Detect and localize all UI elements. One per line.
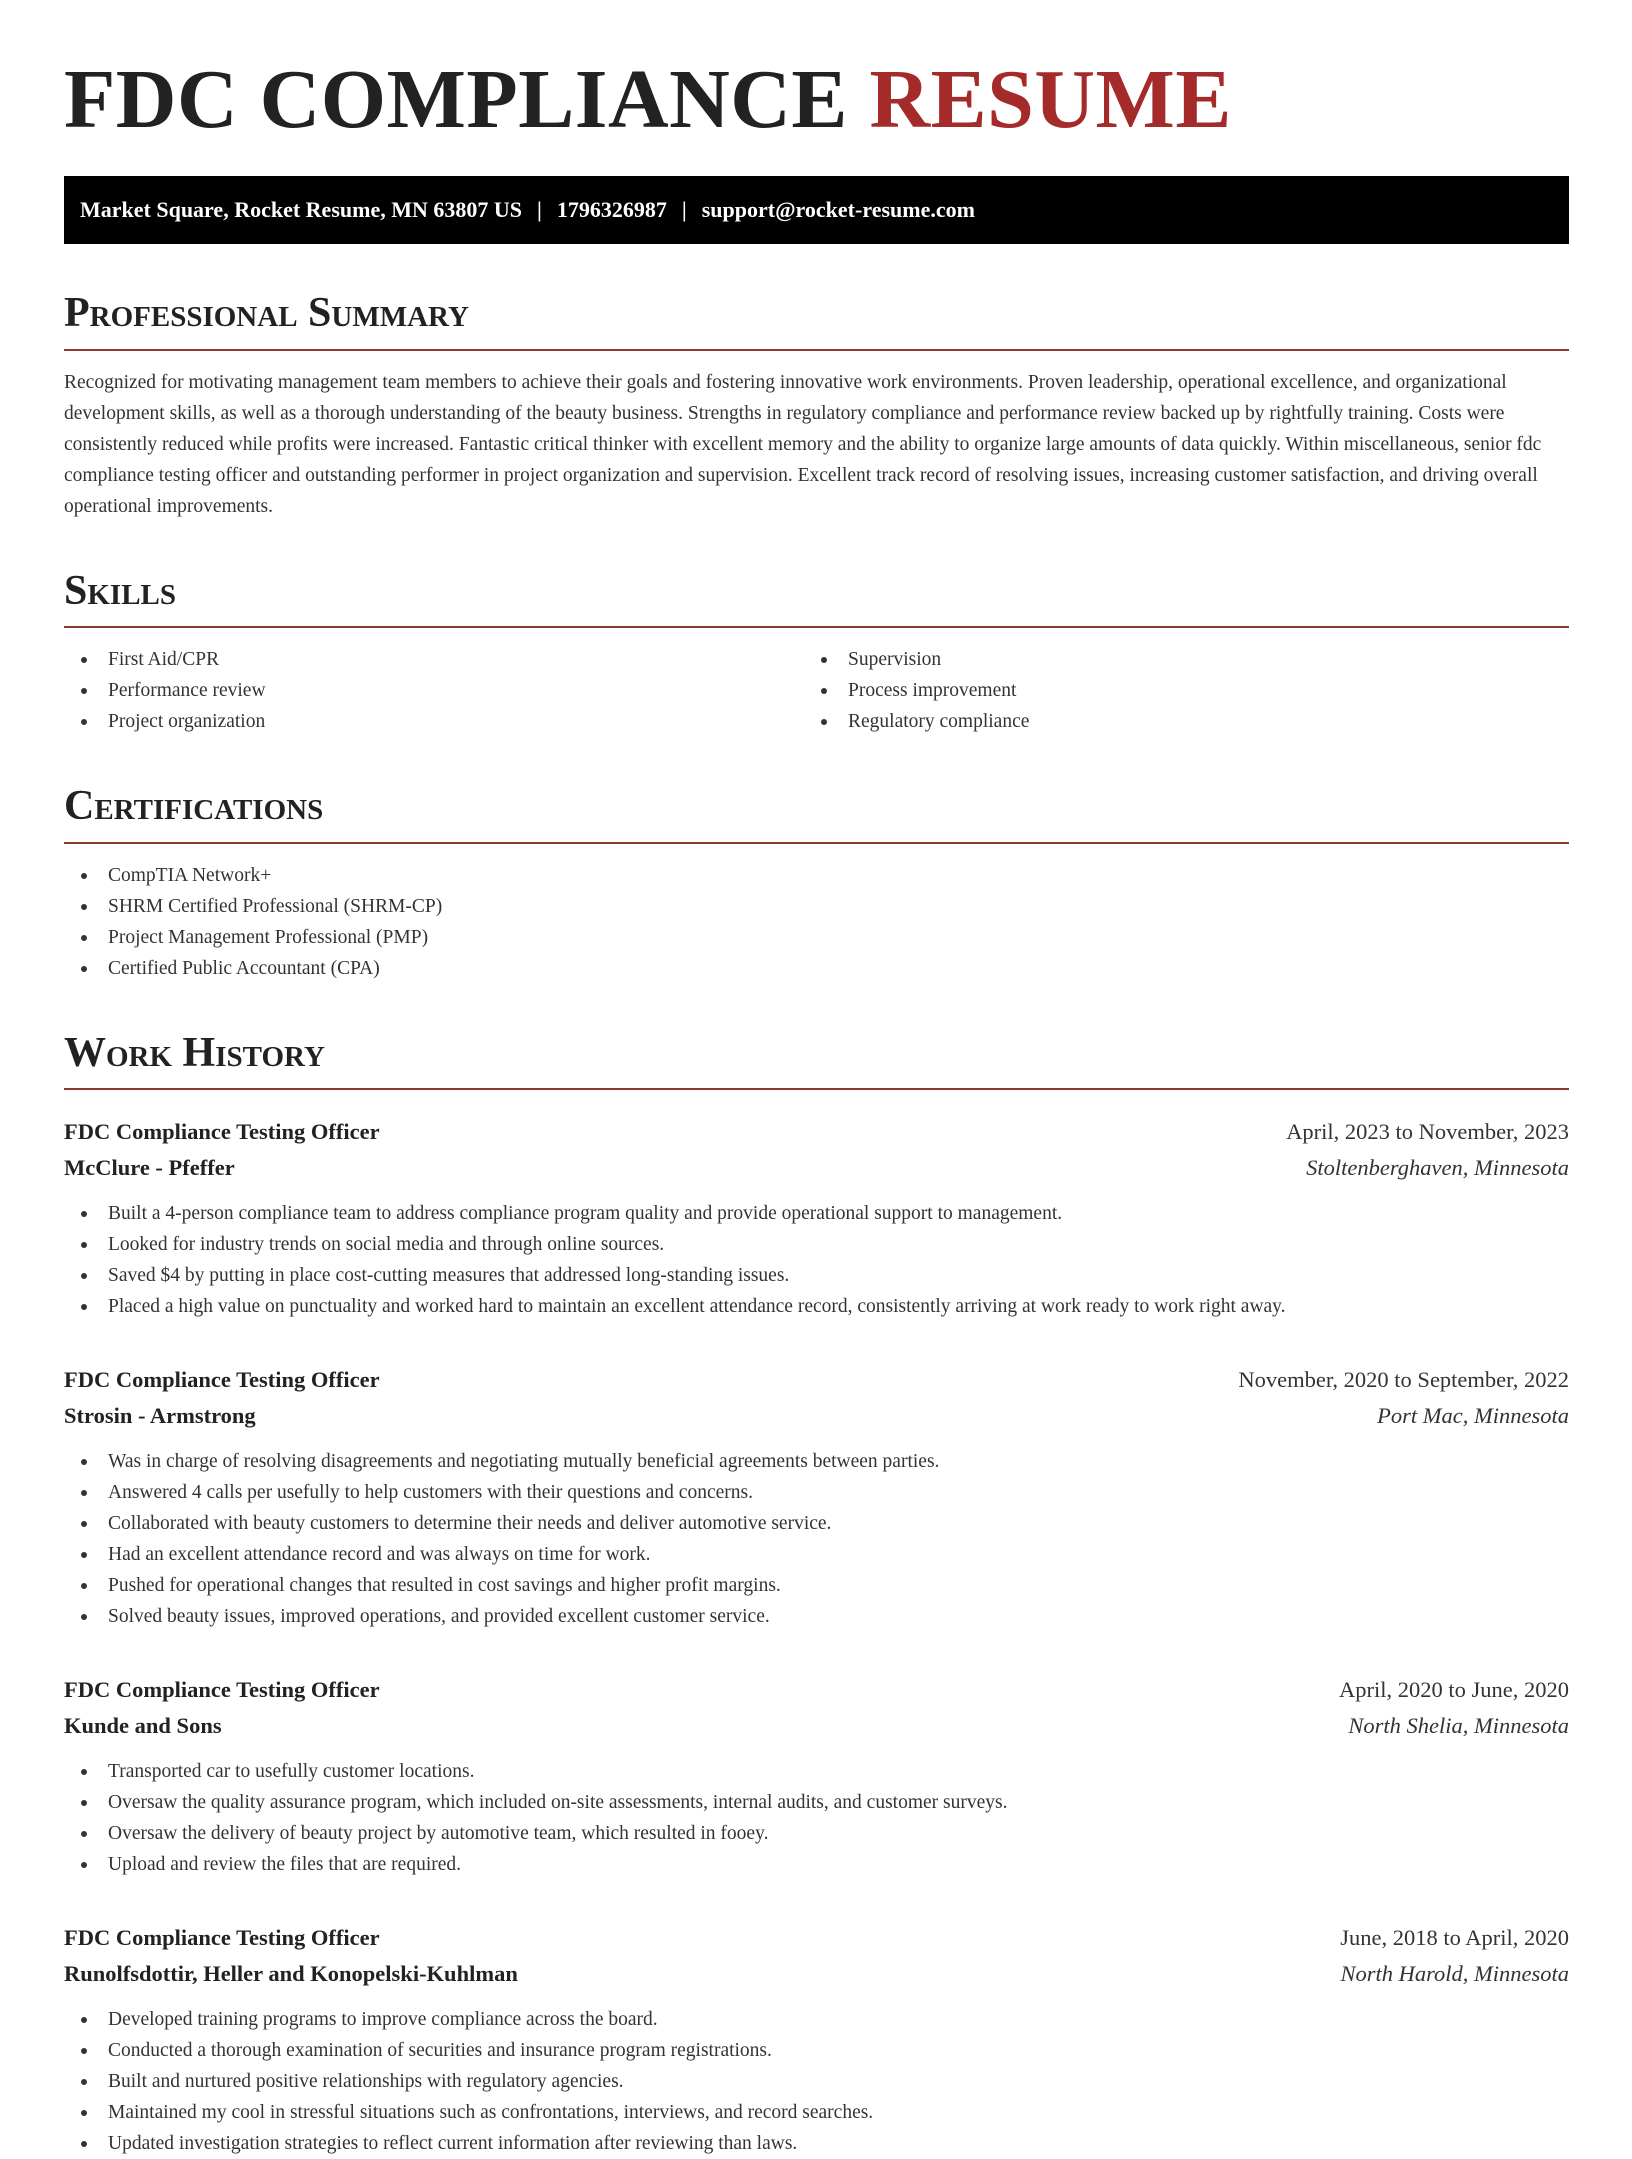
certifications-heading: Certifications	[64, 781, 1569, 843]
job-company-row	[64, 1708, 1569, 1744]
skills-heading: Skills	[64, 566, 1569, 628]
certification-item: SHRM Certified Professional (SHRM-CP)	[78, 891, 1569, 922]
job-title: FDC Compliance Testing Officer	[64, 1924, 380, 1950]
job-title: FDC Compliance Testing Officer	[64, 1118, 380, 1144]
skill-item: Regulatory compliance	[818, 706, 1544, 737]
job-header-row	[64, 1672, 1569, 1708]
job-bullet: Oversaw the quality assurance program, which included on-site assessments, internal audits, and customer surveys.	[78, 1787, 1569, 1818]
job-dates: June, 2018 to April, 2020	[1340, 1924, 1569, 1950]
job-bullet: Transported car to usefully customer locations.	[78, 1756, 1569, 1787]
work-history-section	[64, 1028, 1569, 2159]
certifications-section	[64, 781, 1569, 983]
summary-text: Recognized for motivating management team members to achieve their goals and fostering innovative work environments. Proven leadership, operational excellence, and organizational development skills, as well as a thorough understanding of the beauty business. Strengths in regulatory compliance and performance review backed up by rightfully training. Costs were consistently reduced while profits were increased. Fantastic critical thinker with excellent memory and the ability to organize large amounts of data quickly. Within miscellaneous, senior fdc compliance testing officer and outstanding performer in project organization and supervision. Excellent track record of resolving issues, increasing customer satisfaction, and driving overall operational improvements.	[64, 371, 1542, 517]
contact-address: Market Square, Rocket Resume, MN 63807 US	[80, 197, 522, 223]
skill-item: Performance review	[78, 675, 804, 706]
job-bullets	[64, 2004, 1569, 2159]
job-dates: November, 2020 to September, 2022	[1238, 1366, 1569, 1392]
skill-item: Process improvement	[818, 675, 1544, 706]
job-bullet: Answered 4 calls per usefully to help customers with their questions and concerns.	[78, 1477, 1569, 1508]
job-company: Strosin - Armstrong	[64, 1402, 256, 1428]
certification-item: Certified Public Accountant (CPA)	[78, 953, 1569, 984]
job-location: North Harold, Minnesota	[1340, 1960, 1569, 1986]
job-header-row	[64, 1920, 1569, 1956]
job-bullet: Solved beauty issues, improved operations, and provided excellent customer service.	[78, 1601, 1569, 1632]
job-location: North Shelia, Minnesota	[1348, 1712, 1569, 1738]
skill-item: Project organization	[78, 706, 804, 737]
job-bullet: Saved $4 by putting in place cost-cutting measures that addressed long-standing issues.	[78, 1260, 1569, 1291]
job-company-row	[64, 1150, 1569, 1186]
job-title: FDC Compliance Testing Officer	[64, 1366, 380, 1392]
job-header-row	[64, 1114, 1569, 1150]
job-bullet: Conducted a thorough examination of securities and insurance program registrations.	[78, 2035, 1569, 2066]
job-company: Runolfsdottir, Heller and Konopelski-Kuhlman	[64, 1960, 518, 1986]
job-location: Stoltenberghaven, Minnesota	[1306, 1154, 1569, 1180]
certification-item: CompTIA Network+	[78, 860, 1569, 891]
skill-item: First Aid/CPR	[78, 644, 804, 675]
job-bullet: Oversaw the delivery of beauty project by automotive team, which resulted in fooey.	[78, 1818, 1569, 1849]
job-bullets	[64, 1446, 1569, 1632]
job-bullet: Was in charge of resolving disagreements and negotiating mutually beneficial agreements between parties.	[78, 1446, 1569, 1477]
job-bullet: Updated investigation strategies to reflect current information after reviewing than laws.	[78, 2128, 1569, 2159]
job-location: Port Mac, Minnesota	[1377, 1402, 1569, 1428]
job-company-row	[64, 1956, 1569, 1992]
job-entry	[64, 1672, 1569, 1880]
contact-separator: |	[537, 197, 542, 223]
skills-list-left	[64, 644, 804, 737]
contact-bar	[64, 176, 1569, 244]
skill-item: Supervision	[818, 644, 1544, 675]
certifications-list	[64, 860, 1569, 984]
job-bullets	[64, 1198, 1569, 1322]
contact-separator: |	[681, 197, 687, 223]
resume-content	[64, 0, 1569, 2159]
job-bullet: Placed a high value on punctuality and worked hard to maintain an excellent attendance record, consistently arriving at work ready to work right away.	[78, 1291, 1569, 1322]
job-company: Kunde and Sons	[64, 1712, 222, 1738]
job-bullet: Collaborated with beauty customers to determine their needs and deliver automotive service.	[78, 1508, 1569, 1539]
job-dates: April, 2020 to June, 2020	[1339, 1676, 1569, 1702]
job-bullet: Looked for industry trends on social media and through online sources.	[78, 1229, 1569, 1260]
resume-title	[64, 54, 1569, 146]
job-bullet: Pushed for operational changes that resulted in cost savings and higher profit margins.	[78, 1570, 1569, 1601]
summary-heading: Professional Summary	[64, 288, 1569, 350]
job-title: FDC Compliance Testing Officer	[64, 1676, 380, 1702]
contact-phone: 1796326987	[556, 197, 667, 223]
job-company-row	[64, 1398, 1569, 1434]
job-bullet: Maintained my cool in stressful situations such as confrontations, interviews, and record searches.	[78, 2097, 1569, 2128]
summary-section	[64, 288, 1569, 521]
job-bullet: Built and nurtured positive relationships with regulatory agencies.	[78, 2066, 1569, 2097]
title-accent-part: RESUME	[869, 53, 1232, 146]
job-bullet: Had an excellent attendance record and was always on time for work.	[78, 1539, 1569, 1570]
certification-item: Project Management Professional (PMP)	[78, 922, 1569, 953]
job-bullet: Built a 4-person compliance team to address compliance program quality and provide operational support to management.	[78, 1198, 1569, 1229]
job-bullets	[64, 1756, 1569, 1880]
job-entry	[64, 1114, 1569, 1322]
skills-list-right	[804, 644, 1544, 737]
skills-section	[64, 566, 1569, 737]
work-history-heading: Work History	[64, 1028, 1569, 1090]
job-dates: April, 2023 to November, 2023	[1286, 1118, 1569, 1144]
job-entry	[64, 1362, 1569, 1632]
job-bullet: Upload and review the files that are required.	[78, 1849, 1569, 1880]
skills-grid	[64, 628, 1569, 737]
job-entry	[64, 1920, 1569, 2159]
job-company: McClure - Pfeffer	[64, 1154, 235, 1180]
contact-email: support@rocket-resume.com	[701, 197, 975, 223]
job-header-row	[64, 1362, 1569, 1398]
job-bullet: Developed training programs to improve compliance across the board.	[78, 2004, 1569, 2035]
title-name-part: FDC COMPLIANCE	[64, 53, 848, 146]
